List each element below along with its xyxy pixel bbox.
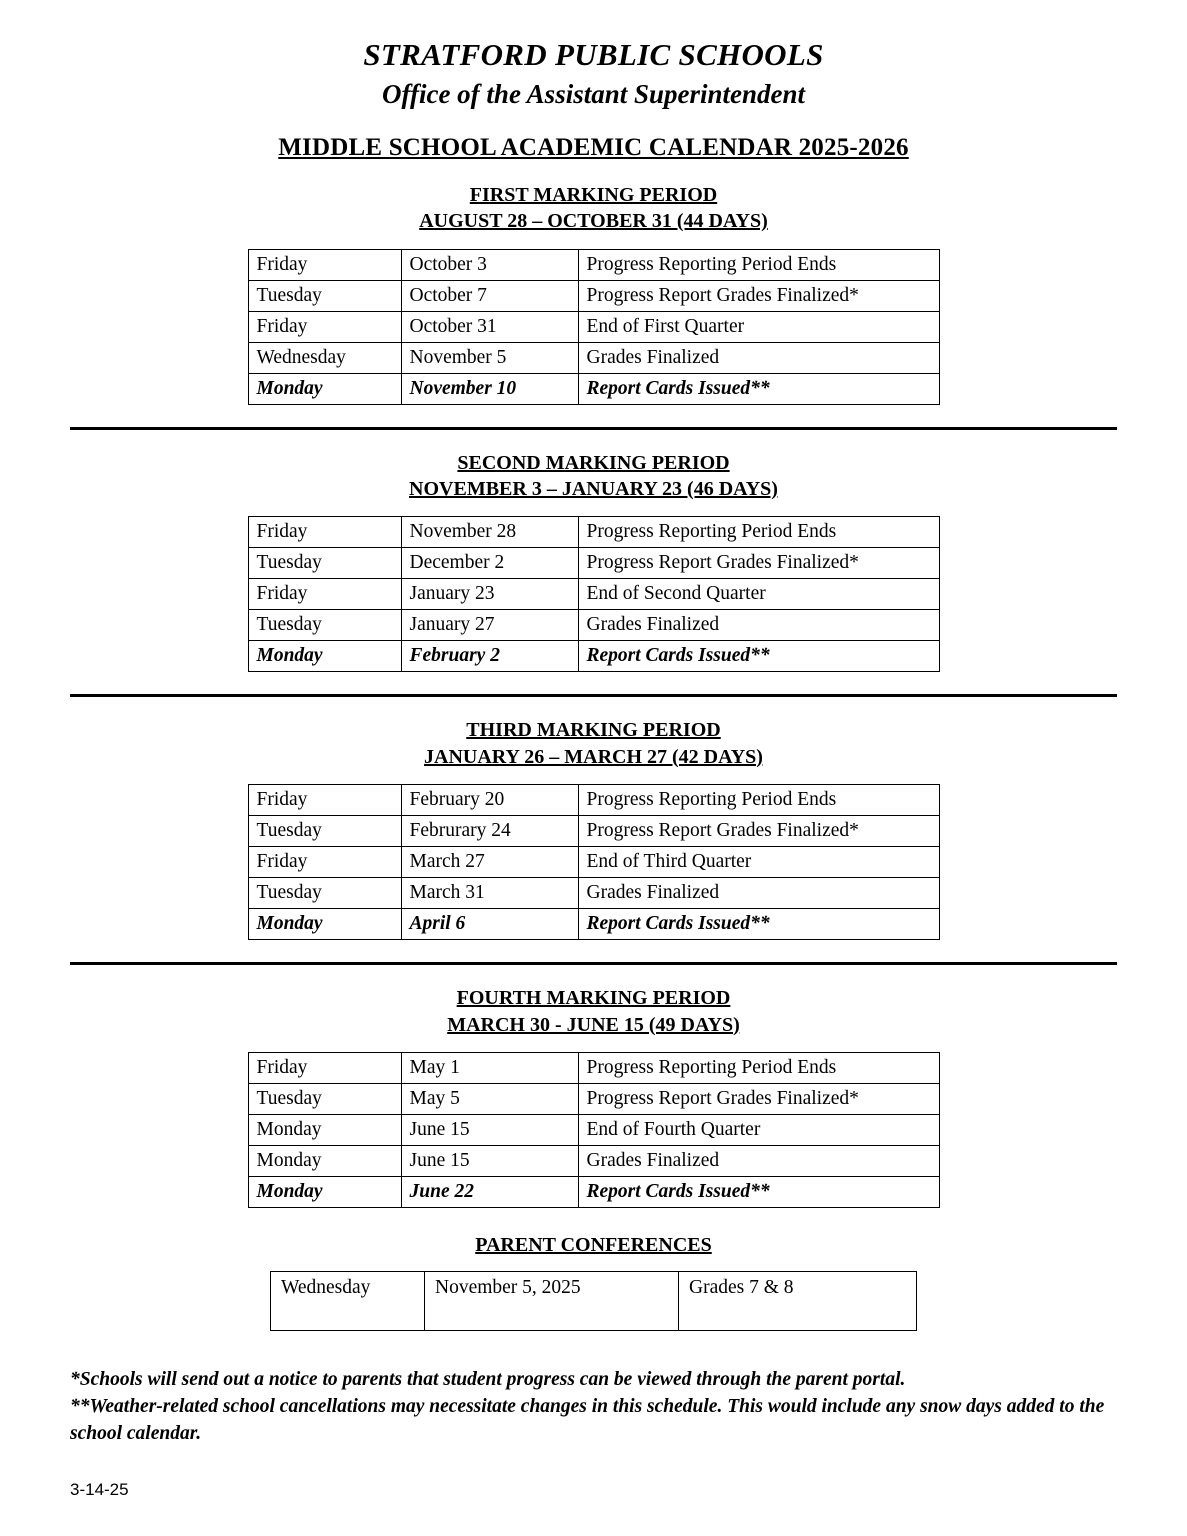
cell-description: End of Third Quarter bbox=[578, 847, 939, 878]
cell-date: October 31 bbox=[401, 311, 578, 342]
cell-day: Monday bbox=[248, 373, 401, 404]
table-row bbox=[248, 548, 939, 579]
cell-date: March 31 bbox=[401, 878, 578, 909]
cell-date: May 5 bbox=[401, 1083, 578, 1114]
page-title: MIDDLE SCHOOL ACADEMIC CALENDAR 2025-2026 bbox=[278, 133, 909, 161]
cell-day: Wednesday bbox=[271, 1271, 425, 1330]
cell-description: End of Fourth Quarter bbox=[578, 1114, 939, 1145]
table-row bbox=[248, 1114, 939, 1145]
cell-date: November 28 bbox=[401, 517, 578, 548]
office-name: Office of the Assistant Superintendent bbox=[381, 78, 806, 109]
section-title: FOURTH MARKING PERIOD bbox=[456, 987, 731, 1010]
cell-date: December 2 bbox=[401, 548, 578, 579]
cell-date: November 10 bbox=[401, 373, 578, 404]
marking-period-section-2 bbox=[70, 450, 1117, 673]
table-row bbox=[271, 1271, 917, 1330]
cell-date: Februrary 24 bbox=[401, 816, 578, 847]
table-row-highlight bbox=[248, 1176, 939, 1207]
table-row bbox=[248, 311, 939, 342]
cell-description: Grades Finalized bbox=[578, 1145, 939, 1176]
section-divider bbox=[70, 962, 1117, 965]
table-row bbox=[248, 1052, 939, 1083]
footnote-double-asterisk: **Weather-related school cancellations may necessitate changes in this schedule. This would include any snow days added to the school calendar. bbox=[70, 1395, 1105, 1444]
cell-description: End of Second Quarter bbox=[578, 579, 939, 610]
table-row bbox=[248, 517, 939, 548]
table-row bbox=[248, 878, 939, 909]
parent-conferences-table bbox=[270, 1271, 917, 1331]
marking-period-section-3 bbox=[70, 717, 1117, 940]
cell-day: Friday bbox=[248, 517, 401, 548]
cell-description: Report Cards Issued** bbox=[578, 1176, 939, 1207]
cell-day: Friday bbox=[248, 1052, 401, 1083]
footnote-single-asterisk: *Schools will send out a notice to parents that student progress can be viewed through the parent portal. bbox=[70, 1368, 906, 1390]
footnotes bbox=[70, 1367, 1117, 1448]
table-row-highlight bbox=[248, 641, 939, 672]
cell-day: Wednesday bbox=[248, 342, 401, 373]
cell-date: April 6 bbox=[401, 909, 578, 940]
marking-period-section-4 bbox=[70, 985, 1117, 1208]
cell-description: Grades Finalized bbox=[578, 878, 939, 909]
table-row bbox=[248, 579, 939, 610]
cell-day: Tuesday bbox=[248, 280, 401, 311]
table-row bbox=[248, 785, 939, 816]
cell-date: February 20 bbox=[401, 785, 578, 816]
cell-day: Friday bbox=[248, 785, 401, 816]
cell-date: June 22 bbox=[401, 1176, 578, 1207]
section-subtitle: JANUARY 26 – MARCH 27 (42 DAYS) bbox=[424, 745, 763, 768]
section-title: THIRD MARKING PERIOD bbox=[466, 719, 721, 742]
section-divider bbox=[70, 694, 1117, 697]
cell-description: Grades Finalized bbox=[578, 610, 939, 641]
cell-description: End of First Quarter bbox=[578, 311, 939, 342]
table-row-highlight bbox=[248, 373, 939, 404]
cell-date: November 5 bbox=[401, 342, 578, 373]
district-name: STRATFORD PUBLIC SCHOOLS bbox=[363, 37, 824, 72]
cell-description: Progress Reporting Period Ends bbox=[578, 517, 939, 548]
table-row bbox=[248, 1083, 939, 1114]
cell-day: Tuesday bbox=[248, 548, 401, 579]
cell-day: Tuesday bbox=[248, 610, 401, 641]
marking-period-table bbox=[248, 1052, 940, 1208]
cell-date: June 15 bbox=[401, 1145, 578, 1176]
cell-date: November 5, 2025 bbox=[425, 1271, 679, 1330]
table-row-highlight bbox=[248, 909, 939, 940]
cell-description: Progress Report Grades Finalized* bbox=[578, 280, 939, 311]
cell-day: Friday bbox=[248, 579, 401, 610]
table-row bbox=[248, 342, 939, 373]
cell-date: January 23 bbox=[401, 579, 578, 610]
section-subtitle: NOVEMBER 3 – JANUARY 23 (46 DAYS) bbox=[409, 478, 778, 501]
section-title: FIRST MARKING PERIOD bbox=[469, 183, 718, 206]
cell-date: January 27 bbox=[401, 610, 578, 641]
cell-day: Monday bbox=[248, 1145, 401, 1176]
revision-date: 3-14-25 bbox=[70, 1480, 129, 1499]
cell-day: Tuesday bbox=[248, 1083, 401, 1114]
marking-period-section-1 bbox=[70, 182, 1117, 405]
cell-day: Friday bbox=[248, 311, 401, 342]
table-row bbox=[248, 847, 939, 878]
table-row bbox=[248, 610, 939, 641]
section-title: SECOND MARKING PERIOD bbox=[457, 451, 730, 474]
cell-day: Monday bbox=[248, 1176, 401, 1207]
section-divider bbox=[70, 427, 1117, 430]
cell-description: Grades Finalized bbox=[578, 342, 939, 373]
cell-description: Progress Reporting Period Ends bbox=[578, 249, 939, 280]
table-row bbox=[248, 249, 939, 280]
parent-conferences-title: PARENT CONFERENCES bbox=[475, 1233, 712, 1256]
cell-description: Progress Report Grades Finalized* bbox=[578, 1083, 939, 1114]
marking-period-table bbox=[248, 784, 940, 940]
cell-day: Friday bbox=[248, 249, 401, 280]
marking-period-table bbox=[248, 516, 940, 672]
cell-description: Report Cards Issued** bbox=[578, 373, 939, 404]
section-subtitle: AUGUST 28 – OCTOBER 31 (44 DAYS) bbox=[419, 210, 768, 233]
cell-date: May 1 bbox=[401, 1052, 578, 1083]
cell-day: Monday bbox=[248, 1114, 401, 1145]
cell-description: Progress Report Grades Finalized* bbox=[578, 816, 939, 847]
cell-day: Monday bbox=[248, 909, 401, 940]
cell-description: Report Cards Issued** bbox=[578, 909, 939, 940]
cell-day: Tuesday bbox=[248, 878, 401, 909]
table-row bbox=[248, 280, 939, 311]
table-row bbox=[248, 1145, 939, 1176]
cell-day: Friday bbox=[248, 847, 401, 878]
cell-date: October 3 bbox=[401, 249, 578, 280]
cell-day: Tuesday bbox=[248, 816, 401, 847]
cell-date: February 2 bbox=[401, 641, 578, 672]
cell-date: June 15 bbox=[401, 1114, 578, 1145]
cell-day: Monday bbox=[248, 641, 401, 672]
cell-description: Progress Report Grades Finalized* bbox=[578, 548, 939, 579]
cell-description: Report Cards Issued** bbox=[578, 641, 939, 672]
section-subtitle: MARCH 30 - JUNE 15 (49 DAYS) bbox=[447, 1013, 740, 1036]
cell-description: Progress Reporting Period Ends bbox=[578, 1052, 939, 1083]
table-row bbox=[248, 816, 939, 847]
cell-date: October 7 bbox=[401, 280, 578, 311]
cell-description: Progress Reporting Period Ends bbox=[578, 785, 939, 816]
cell-date: March 27 bbox=[401, 847, 578, 878]
cell-grades: Grades 7 & 8 bbox=[679, 1271, 917, 1330]
marking-period-table bbox=[248, 249, 940, 405]
